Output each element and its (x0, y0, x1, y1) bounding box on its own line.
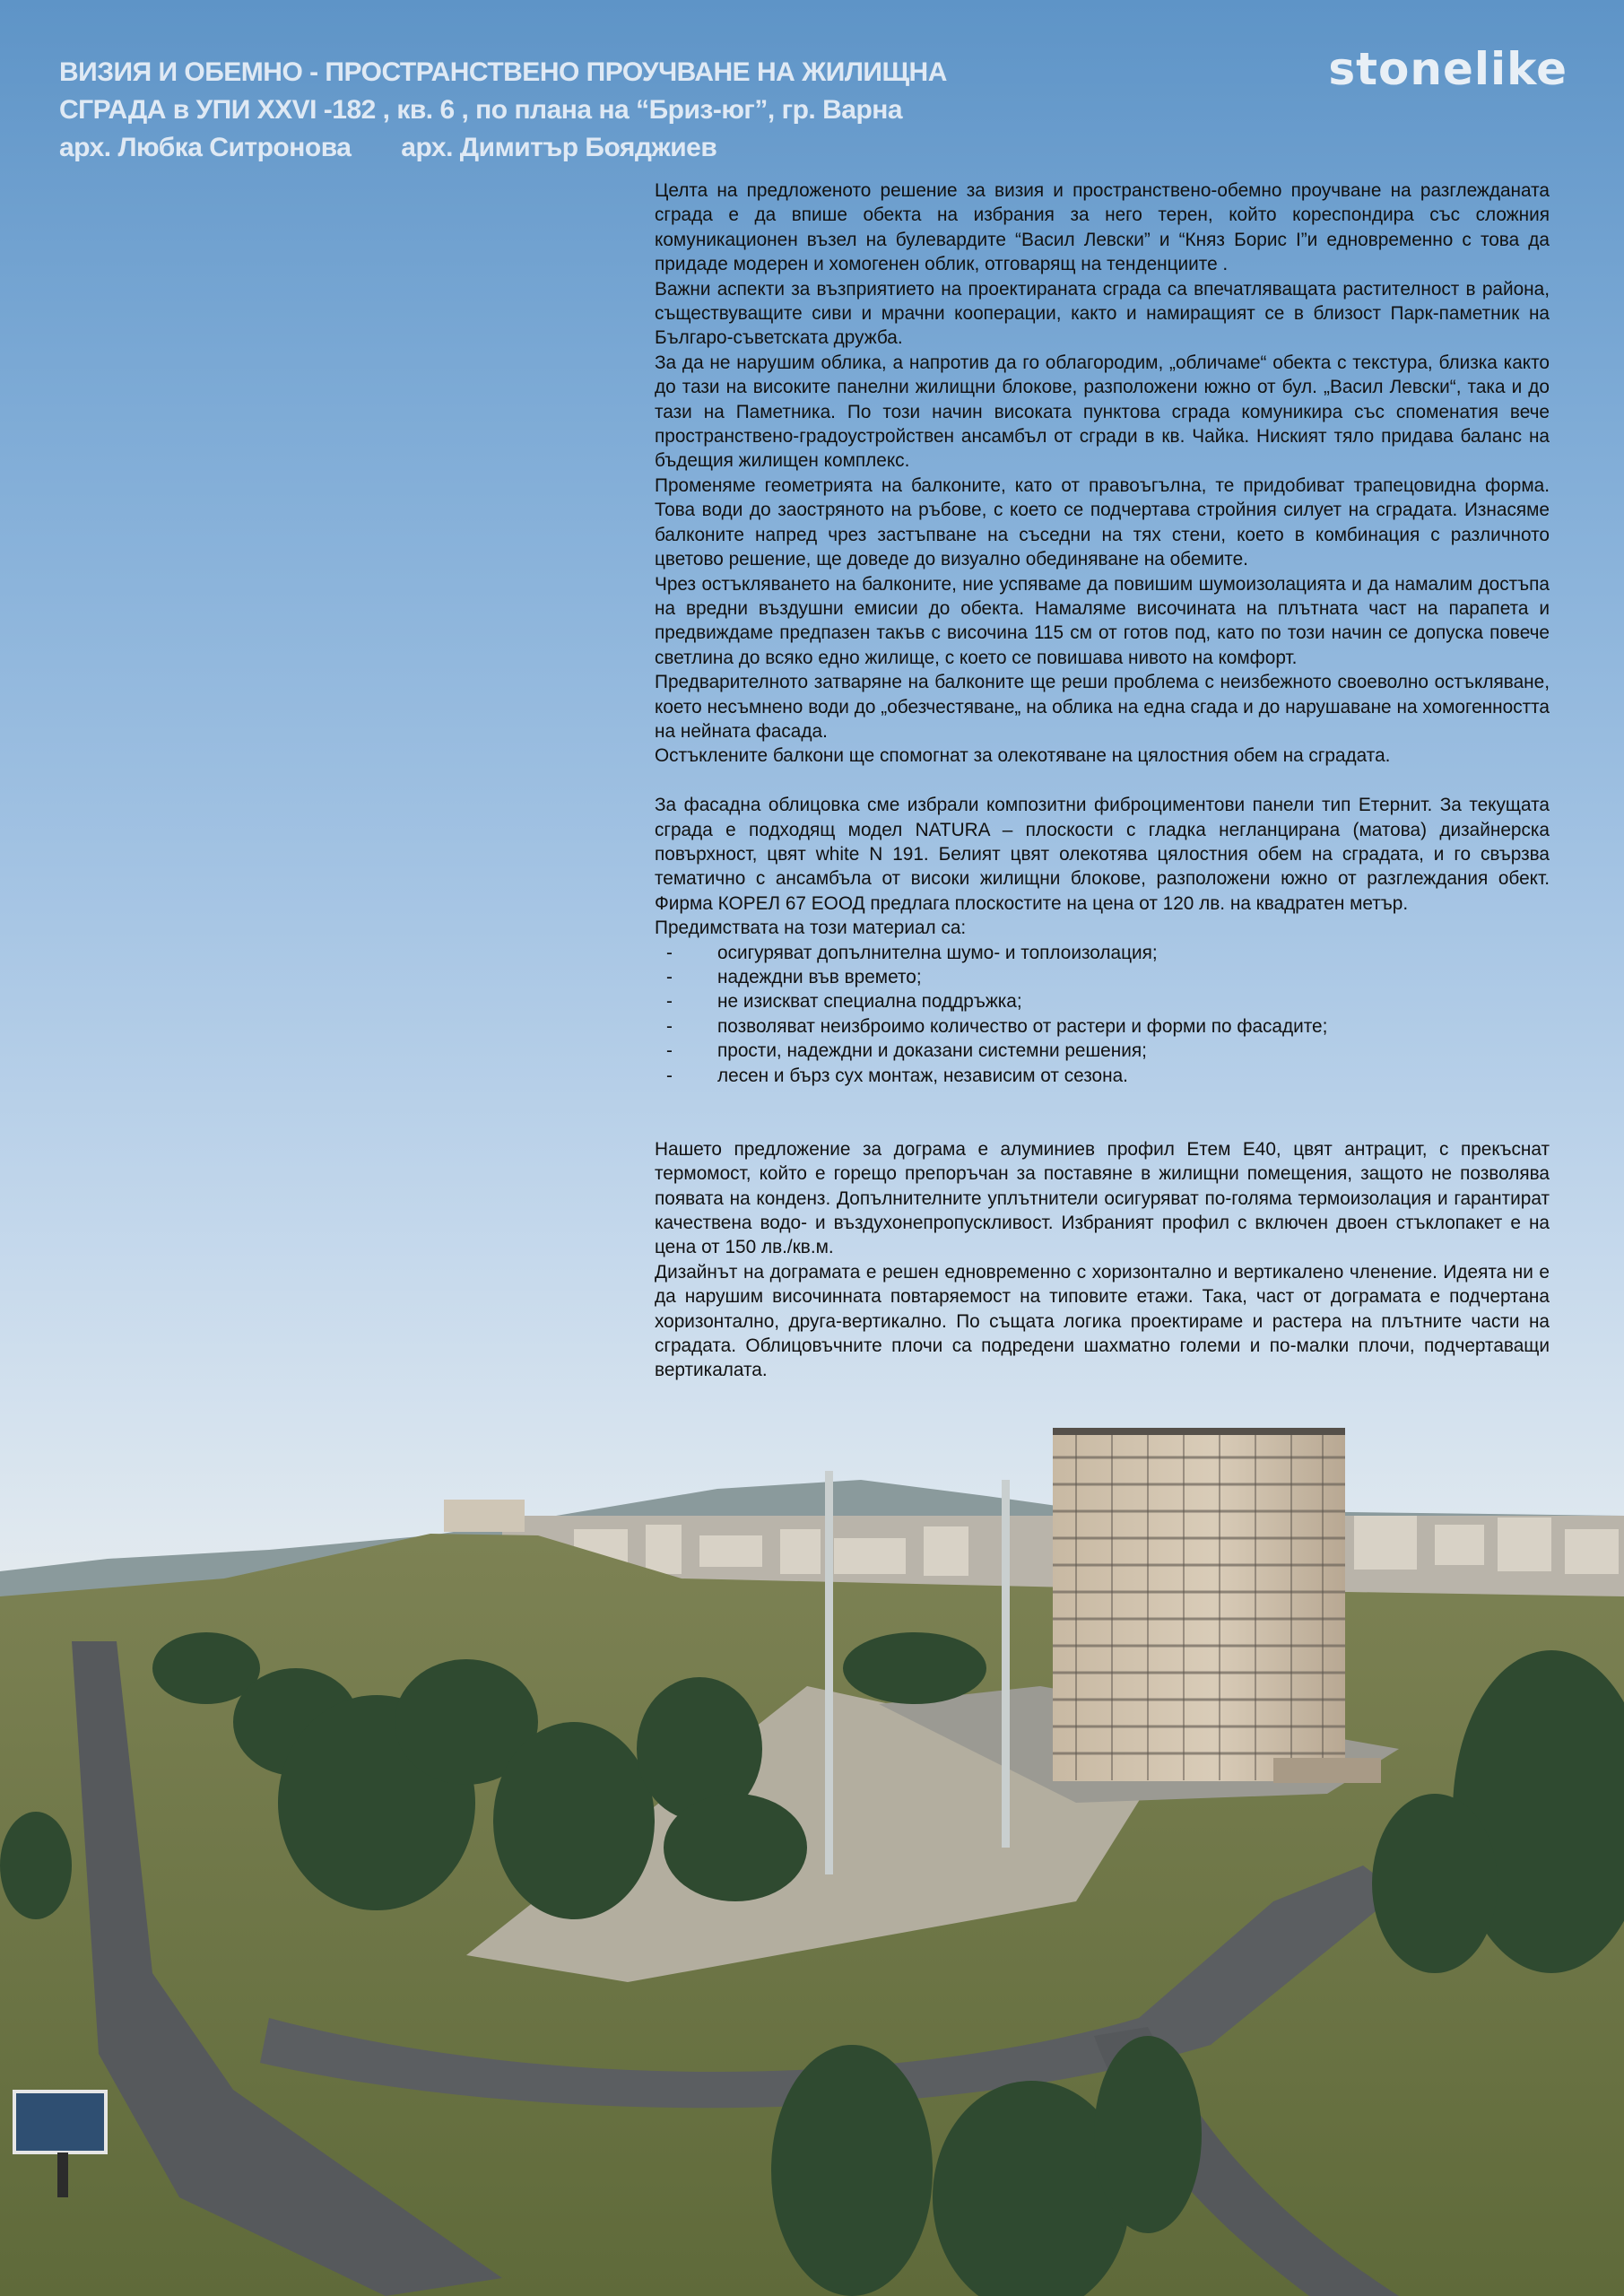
mast (825, 1471, 833, 1874)
title-line-1: ВИЗИЯ И ОБЕМНО - ПРОСТРАНСТВЕНО ПРОУЧВАНЕ НА ЖИЛИЩНА (59, 57, 947, 87)
authors-line (59, 129, 956, 167)
list-item: - прости, надеждни и доказани системни решения; (655, 1039, 1550, 1063)
paragraph: Дизайнът на дограмата е решен едновременно с хоризонтално и вертикалено членение. Идеята ни е да нарушим височинната повтаряемост на типовите етажи. Така, част от дограмата е подчертана хоризонтално, друга-вертикално. По същата логика проектираме и растера на плътните части на сградата. Облицовъчните плочи са подредени шахматно големи и по-малки плочи, подчертаващи вертикалата. (655, 1261, 1550, 1381)
paragraph: Чрез остъкляването на балконите, ние успяваме да повишим шумоизолацията и да намалим достъпа на вредни въздушни емисии до обекта. Намаляме височината на плътната част на парапета и предвиждаме предпазен такъв с височина 115 см от готов под, като по този начин се допуска повече светлина до всяко едно жилище, с което се повишава нивото на комфорт. (655, 573, 1550, 668)
list-item: - лесен и бърз сух монтаж, независим от сезона. (655, 1064, 1550, 1088)
title-line-2: СГРАДА в УПИ XXVI -182 , кв. 6 , по плана на “Бриз-юг”, гр. Варна (59, 95, 903, 125)
paragraph: Целта на предложеното решение за визия и пространствено-обемно проучване на разглежданата сграда е да впише обекта на избрания за него терен, който кореспондира със сложния комуникационен възел на булевардите “Васил Левски” и “Княз Борис I”и едновременно с това да придаде модерен и хомогенен облик, отговарящ на тенденциите . (655, 180, 1550, 275)
paragraph: За фасадна облицовка сме избрали композитни фиброциментови панели тип Етернит. За текущата сграда е подходящ модел NATURA – плоскости с гладка негланцирана (матова) дизайнерска повърхност, цвят white N 191. Белият цвят олекотява цялостния обем на сградата, и го свързва тематично с ансамбъла от високи жилищни блокове, разположени южно от разглеждания обект. Фирма КОРЕЛ 67 ЕООД предлага плоскостите на цена от 120 лв. на квадратен метър. (655, 795, 1550, 914)
paragraph: Предимствата на този материал са: (655, 918, 967, 939)
mast (1002, 1480, 1010, 1848)
body-text (655, 178, 1550, 1383)
billboard-post (57, 2152, 68, 2197)
paragraph: Важни аспекти за възприятието на проектираната сграда са впечатляващата растителност в района, съществуващите сиви и мрачни кооперации, както и намиращият се в близост Парк-паметник на Българо-съветската дружба. (655, 278, 1550, 349)
monument (444, 1500, 525, 1532)
paragraph: Променяме геометрията на балконите, като от правоъгълна, те придобиват трапецовидна форма. Това води до заостряното на ръбове, с което се подчертава стройния силует на сградата. Изнасяме балконите напред чрез застъпване на съседни на тях стени, което в комбинация с различното цветово решение, ще доведе до визуално обединяване на обемите. (655, 474, 1550, 570)
advantages-list (655, 941, 1550, 1088)
paragraph: Остъклените балкони ще спомогнат за олекотяване на цялостния обем на сградата. (655, 745, 1391, 767)
billboard (14, 2092, 106, 2152)
brand-logo: stonelike (1328, 43, 1568, 95)
list-item: - не изискват специална поддръжка; (655, 989, 1550, 1013)
author-2: арх. Димитър Бояджиев (401, 133, 717, 162)
paragraph: Предварителното затваряне на балконите ще реши проблема с неизбежното своеволно остъкляване, което несъмнено води до „обезчестяване„ на облика на една сгада и до нарушаване на хомогенността на нейната фасада. (655, 672, 1550, 742)
list-item: - позволяват неизброимо количество от растери и форми по фасадите; (655, 1014, 1550, 1039)
paragraph: Нашето предложение за дограма е алуминиев профил Етем Е40, цвят антрацит, с прекъснат термомост, който е горещо препоръчан за поставяне в жилищни помещения, защото не позволява появата на конденз. Допълнителните уплътнители осигуряват по-голяма термоизолация и гарантират качествена водо- и въздухонепропускливост. Избраният профил с включен двоен стъклопакет е на цена от 150 лв./кв.м. (655, 1138, 1550, 1258)
author-1: арх. Любка Ситронова (59, 133, 352, 162)
residential-tower (1053, 1428, 1381, 1783)
list-item: - надеждни във времето; (655, 965, 1550, 989)
paragraph: За да не нарушим облика, а напротив да го облагородим, „обличаме“ обекта с текстура, близка както до тази на високите панелни жилищни блокове, разположени южно от бул. „Васил Левски“, така и до тази на Паметника. По този начин високата пунктова сграда комуникира със споменатия вече пространствено-градоустройствен ансамбъл от сгради в кв. Чайка. Ниският тяло придава баланс на бъдещия жилищен комплекс. (655, 352, 1550, 472)
header-title-block (59, 54, 956, 167)
list-item: - осигуряват допълнителна шумо- и топлоизолация; (655, 941, 1550, 965)
